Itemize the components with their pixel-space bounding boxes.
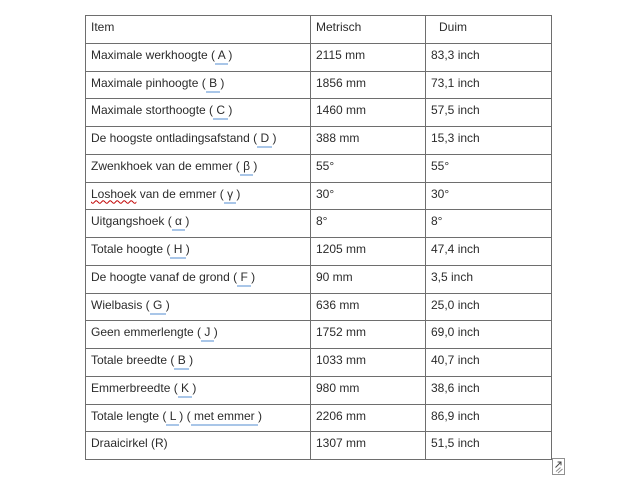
item-label-text: )	[185, 242, 190, 256]
header-inch[interactable]: Duim	[426, 16, 552, 44]
item-cell[interactable]	[86, 321, 311, 349]
inch-cell[interactable]: 47,4 inch	[426, 238, 552, 266]
metric-cell[interactable]: 1033 mm	[311, 349, 426, 377]
item-cell[interactable]	[86, 210, 311, 238]
grammar-underline-text: B	[174, 353, 189, 370]
grammar-underline-text: L	[166, 409, 179, 426]
item-label-text: Wielbasis (	[91, 297, 150, 312]
metric-cell[interactable]: 1460 mm	[311, 99, 426, 127]
table-row	[86, 432, 552, 460]
item-label-text: Zwenkhoek van de emmer (	[91, 158, 240, 173]
item-cell[interactable]	[86, 293, 311, 321]
item-cell[interactable]	[86, 404, 311, 432]
grammar-underline-text: A	[215, 48, 228, 65]
table-row	[86, 238, 552, 266]
item-label-text: Emmerbreedte (	[91, 380, 178, 395]
item-cell[interactable]	[86, 349, 311, 377]
item-label-text: Maximale pinhoogte (	[91, 75, 206, 90]
grammar-underline-text: D	[257, 131, 272, 148]
item-label-text: Draaicirkel (R)	[91, 436, 168, 451]
metric-cell[interactable]: 8°	[311, 210, 426, 238]
item-cell[interactable]	[86, 154, 311, 182]
metric-cell[interactable]: 388 mm	[311, 127, 426, 155]
item-cell[interactable]	[86, 238, 311, 266]
table-row	[86, 99, 552, 127]
inch-cell[interactable]: 86,9 inch	[426, 404, 552, 432]
inch-cell[interactable]: 57,5 inch	[426, 99, 552, 127]
item-label-text: Totale breedte (	[91, 353, 175, 367]
table-row	[86, 293, 552, 321]
header-item[interactable]: Item	[86, 16, 311, 44]
inch-cell[interactable]: 73,1 inch	[426, 71, 552, 99]
item-label-text: )	[236, 186, 241, 201]
inch-cell[interactable]: 83,3 inch	[426, 43, 552, 71]
item-cell[interactable]	[86, 99, 311, 127]
inch-cell[interactable]: 38,6 inch	[426, 376, 552, 404]
metric-cell[interactable]: 636 mm	[311, 293, 426, 321]
inch-cell[interactable]: 55°	[426, 154, 552, 182]
inch-cell[interactable]: 8°	[426, 210, 552, 238]
item-label-text: )	[220, 75, 225, 90]
table-row	[86, 321, 552, 349]
item-label-text: )	[189, 353, 194, 367]
metric-cell[interactable]: 30°	[311, 182, 426, 210]
item-label-text: )	[251, 269, 256, 284]
table-row	[86, 349, 552, 377]
inch-cell[interactable]: 69,0 inch	[426, 321, 552, 349]
grammar-underline-text: B	[206, 76, 221, 93]
grammar-underline-text: met emmer	[191, 409, 258, 426]
inch-cell[interactable]: 30°	[426, 182, 552, 210]
table-row	[86, 376, 552, 404]
header-metric[interactable]: Metrisch	[311, 16, 426, 44]
item-cell[interactable]	[86, 71, 311, 99]
table-row	[86, 404, 552, 432]
inch-cell[interactable]: 3,5 inch	[426, 265, 552, 293]
metric-cell[interactable]: 2115 mm	[311, 43, 426, 71]
item-label-text: Maximale werkhoogte (	[91, 47, 216, 62]
grammar-underline-text: J	[201, 325, 214, 342]
metric-cell[interactable]: 1307 mm	[311, 432, 426, 460]
item-label-text: Maximale storthoogte (	[91, 103, 214, 118]
metric-cell[interactable]: 90 mm	[311, 265, 426, 293]
item-label-text: De hoogste ontladingsafstand (	[91, 131, 258, 145]
table-row	[86, 210, 552, 238]
item-label-text: )	[228, 103, 233, 118]
inch-cell[interactable]: 51,5 inch	[426, 432, 552, 460]
item-label-text: )	[253, 158, 258, 173]
metric-cell[interactable]: 980 mm	[311, 376, 426, 404]
item-label-text: Totale lengte (	[91, 408, 167, 423]
table-header-row	[86, 16, 552, 44]
item-label-text: De hoogte vanaf de grond (	[91, 269, 238, 284]
item-label-text: van de emmer (	[136, 186, 224, 201]
grammar-underline-text: β	[240, 159, 254, 176]
inch-cell[interactable]: 25,0 inch	[426, 293, 552, 321]
grammar-underline-text: H	[170, 242, 185, 259]
item-cell[interactable]	[86, 43, 311, 71]
item-label-text: )	[192, 380, 197, 395]
grammar-underline-text: G	[150, 298, 166, 315]
table-row	[86, 154, 552, 182]
item-label-text: Geen emmerlengte (	[91, 325, 202, 340]
grammar-underline-text: C	[213, 103, 228, 120]
spec-table-body	[86, 43, 552, 459]
metric-cell[interactable]: 2206 mm	[311, 404, 426, 432]
grammar-underline-text: α	[172, 214, 186, 231]
item-cell[interactable]	[86, 182, 311, 210]
item-label-text: )	[185, 214, 190, 229]
grammar-underline-text: K	[178, 381, 193, 398]
item-cell[interactable]	[86, 127, 311, 155]
table-row	[86, 127, 552, 155]
item-label-text: ) (	[179, 408, 191, 423]
spellcheck-underline-text: Loshoek	[91, 186, 137, 201]
grammar-underline-text: F	[237, 270, 251, 287]
spec-table	[85, 15, 552, 460]
item-label-text: )	[213, 325, 218, 340]
grammar-underline-text: γ	[224, 187, 237, 204]
metric-cell[interactable]: 1205 mm	[311, 238, 426, 266]
item-cell[interactable]	[86, 432, 311, 460]
item-label-text: )	[228, 47, 233, 62]
table-resize-handle-icon[interactable]	[552, 458, 565, 475]
table-row	[86, 265, 552, 293]
item-cell[interactable]	[86, 265, 311, 293]
item-label-text: )	[272, 131, 277, 145]
item-label-text: Uitgangshoek (	[91, 214, 172, 229]
table-row	[86, 71, 552, 99]
item-label-text: )	[165, 297, 170, 312]
metric-cell[interactable]: 1856 mm	[311, 71, 426, 99]
item-label-text: Totale hoogte (	[91, 242, 171, 256]
metric-cell[interactable]: 1752 mm	[311, 321, 426, 349]
table-row	[86, 43, 552, 71]
item-cell[interactable]	[86, 376, 311, 404]
inch-cell[interactable]: 40,7 inch	[426, 349, 552, 377]
metric-cell[interactable]: 55°	[311, 154, 426, 182]
table-row	[86, 182, 552, 210]
inch-cell[interactable]: 15,3 inch	[426, 127, 552, 155]
item-label-text: )	[257, 408, 262, 423]
